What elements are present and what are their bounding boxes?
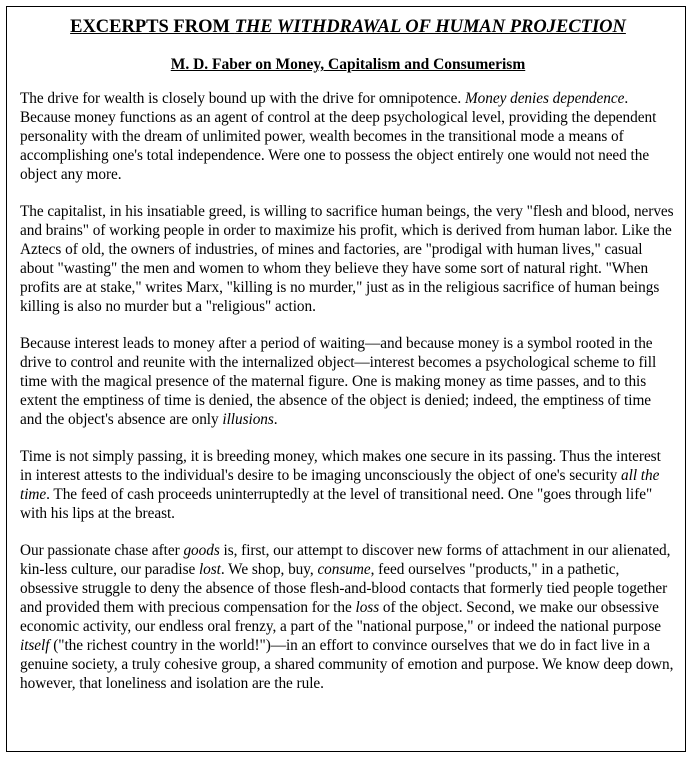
emphasis-text: itself [20,636,50,654]
body-text: . Because money functions as an agent of control at the deep psychological level, providing the dependent personality with the dream of unlimited power, wealth becomes in the transitional mode a means of accomplishing one's total independence. Were one to possess the object entirely one would not need the object any more. [20,89,657,183]
body-text: The capitalist, in his insatiable greed, is willing to sacrifice human beings, the very "flesh and blood, nerves and brains" of working people in order to maximize his profit, which is derived from human labor. Like the Aztecs of old, the owners of industries, of mines and factories, are "prodigal with human lives," casual about "wasting" the men and women to whom they believe they have some sort of natural right. "When profits are at stake," writes Marx, "killing is no murder," just as in the religious sacrifice of human beings killing is also no murder but a "religious" action. [20,202,674,315]
document-body [20,16,676,693]
emphasis-text: all the time [20,466,660,503]
body-text: Our passionate chase after [20,541,184,559]
paragraph-2 [20,202,676,316]
body-text: Time is not simply passing, it is breeding money, which makes one secure in its passing. Thus the interest in interest attests to the individual's desire to be imaging unconsciously the object of one's security [20,447,661,484]
title-book-name: THE WITHDRAWAL OF HUMAN PROJECTION [234,17,626,37]
body-text: . The feed of cash proceeds uninterruptedly at the level of transitional need. One "goes through life" with his lips at the breast. [20,485,653,522]
body-text: is, first, our attempt to discover new forms of attachment in our alienated, kin-less culture, our paradise [20,541,671,578]
emphasis-text: Money denies dependence [464,89,625,107]
body-text: The drive for wealth is closely bound up with the drive for omnipotence. [20,89,465,107]
emphasis-text: consume [317,560,371,578]
emphasis-text: illusions [222,410,274,428]
body-text: ("the richest country in the world!")—in an effort to convince ourselves that we do in fact live in a genuine society, a truly cohesive group, a shared community of emotion and purpose. We know deep down, however, that loneliness and isolation are the rule. [20,636,674,692]
emphasis-text: lost [198,560,221,578]
document-subtitle: M. D. Faber on Money, Capitalism and Consumerism [170,56,526,74]
emphasis-text: goods [183,541,220,559]
paragraph-4 [20,447,676,523]
document-title [20,16,676,38]
paragraph-5 [20,541,676,693]
body-text: . [273,410,278,428]
paragraph-3 [20,334,676,429]
body-text: Because interest leads to money after a period of waiting—and because money is a symbol rooted in the drive to control and reunite with the internalized object—interest becomes a psychological scheme to fill time with the magical presence of the maternal figure. One is making money as time passes, and to this extent the emptiness of time is denied, the absence of the object is denied; indeed, the emptiness of time and the object's absence are only [20,334,657,428]
emphasis-text: loss [355,598,380,616]
paragraph-list [20,89,676,693]
title-prefix: EXCERPTS FROM [70,17,235,37]
body-text: , feed ourselves "products," in a pathetic, obsessive struggle to deny the absence of those flesh-and-blood contacts that formerly tied people together and provided them with precious compensation for the [20,560,668,616]
body-text: . We shop, buy, [220,560,318,578]
body-text: of the object. Second, we make our obsessive economic activity, our endless oral frenzy, a part of the "national purpose," or indeed the national purpose [20,598,661,635]
paragraph-1 [20,89,676,184]
